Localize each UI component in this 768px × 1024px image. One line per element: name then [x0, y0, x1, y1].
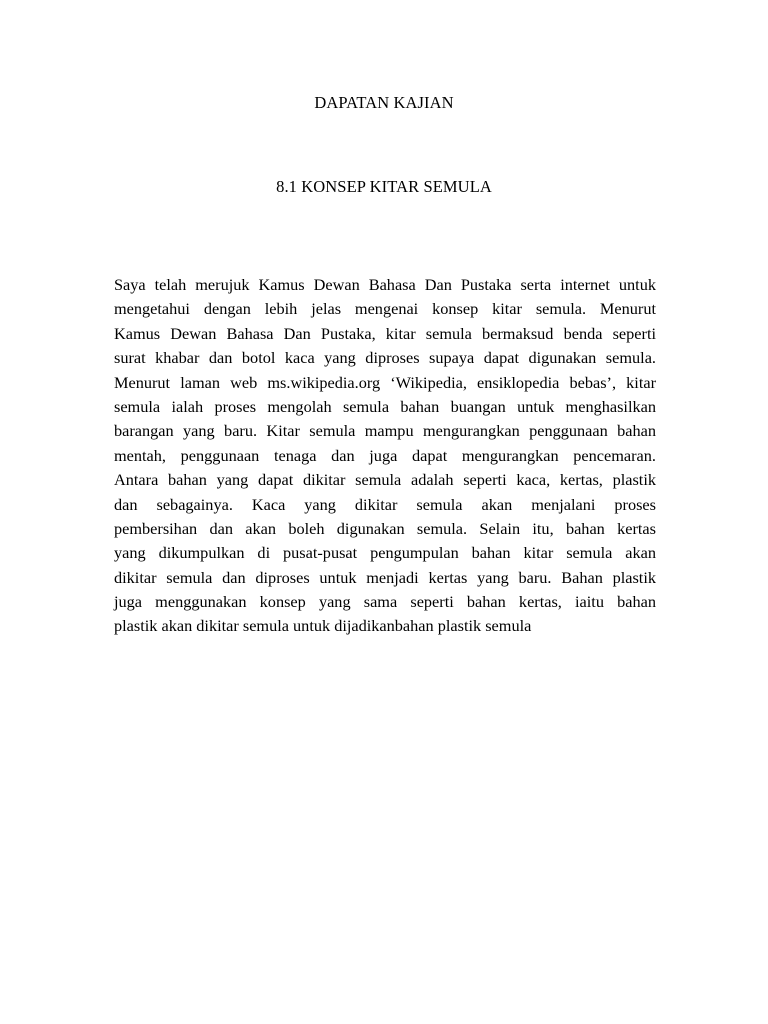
paragraph-line: semula ialah proses mengolah semula bahan buangan untuk menghasilkan	[114, 396, 656, 416]
paragraph-line: Antara bahan yang dapat dikitar semula adalah seperti kaca, kertas, plastik	[114, 470, 656, 490]
paragraph-line: mentah, penggunaan tenaga dan juga dapat mengurangkan pencemaran.	[114, 445, 656, 465]
page-title: DAPATAN KAJIAN	[314, 93, 454, 112]
paragraph-line: surat khabar dan botol kaca yang diproses supaya dapat digunakan semula.	[114, 348, 656, 368]
paragraph-line: barangan yang baru. Kitar semula mampu mengurangkan penggunaan bahan	[114, 421, 656, 441]
paragraph-line-last: plastik akan dikitar semula untuk dijadikanbahan plastik semula	[114, 616, 532, 636]
section-title: 8.1 KONSEP KITAR SEMULA	[276, 177, 492, 196]
paragraph-line: Saya telah merujuk Kamus Dewan Bahasa Dan Pustaka serta internet untuk	[114, 275, 656, 294]
paragraph-line: dikitar semula dan diproses untuk menjadi kertas yang baru. Bahan plastik	[114, 567, 656, 587]
paragraph-line: dan sebagainya. Kaca yang dikitar semula akan menjalani proses	[114, 494, 656, 514]
paragraph-line: Menurut laman web ms.wikipedia.org ‘Wikipedia, ensiklopedia bebas’, kitar	[114, 372, 656, 392]
paragraph-line: Kamus Dewan Bahasa Dan Pustaka, kitar semula bermaksud benda seperti	[114, 323, 656, 343]
paragraph-line: pembersihan dan akan boleh digunakan semula. Selain itu, bahan kertas	[114, 518, 656, 538]
paragraph-line: yang dikumpulkan di pusat-pusat pengumpulan bahan kitar semula akan	[114, 543, 656, 563]
body-paragraph	[114, 273, 656, 639]
paragraph-line: juga menggunakan konsep yang sama seperti bahan kertas, iaitu bahan	[114, 592, 656, 612]
paragraph-line: mengetahui dengan lebih jelas mengenai konsep kitar semula. Menurut	[114, 299, 656, 319]
